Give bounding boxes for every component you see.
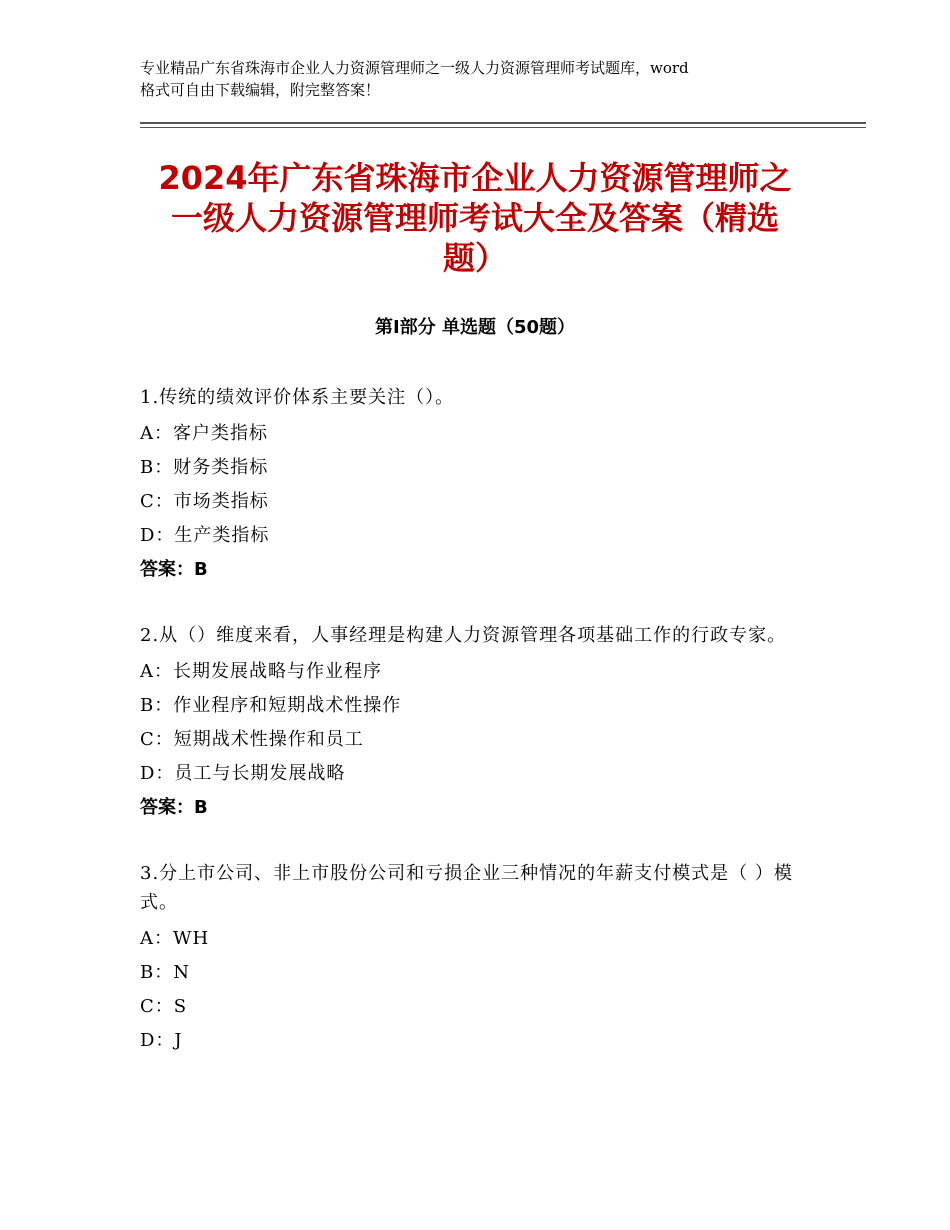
option-d: D：员工与长期发展战略	[140, 763, 346, 784]
option-b: B：财务类指标	[140, 457, 269, 478]
answer: 答案：B	[140, 797, 208, 818]
section-heading: 第I部分 单选题（50题）	[374, 317, 575, 338]
answer: 答案：B	[140, 559, 208, 580]
question-3	[140, 859, 820, 1058]
document-title	[120, 158, 830, 278]
option-d: D：生产类指标	[140, 525, 270, 546]
option-a: A：WH	[140, 928, 210, 949]
document-title-line-1: 2024年广东省珠海市企业人力资源管理师之	[158, 159, 792, 197]
question-2	[140, 621, 820, 825]
question-stem: 2.从（）维度来看，人事经理是构建人力资源管理各项基础工作的行政专家。	[140, 625, 787, 646]
option-c: C：市场类指标	[140, 491, 269, 512]
header-note	[140, 57, 820, 101]
option-c: C：短期战术性操作和员工	[140, 729, 364, 750]
header-divider-thick	[140, 122, 866, 124]
header-divider-thin	[140, 127, 866, 128]
question-stem: 3.分上市公司、非上市股份公司和亏损企业三种情况的年薪支付模式是（ ）模式。	[140, 863, 793, 913]
question-stem: 1.传统的绩效评价体系主要关注（）。	[140, 387, 455, 408]
header-note-line-2: 格式可自由下载编辑，附完整答案！	[140, 81, 381, 99]
option-c: C：S	[140, 996, 188, 1017]
option-b: B：作业程序和短期战术性操作	[140, 695, 402, 716]
option-a: A：长期发展战略与作业程序	[140, 661, 382, 682]
question-list	[140, 383, 820, 1092]
option-a: A：客户类指标	[140, 423, 268, 444]
option-b: B：N	[140, 962, 190, 983]
header-note-line-1: 专业精品广东省珠海市企业人力资源管理师之一级人力资源管理师考试题库，word	[140, 59, 689, 77]
document-title-line-3: 题）	[442, 239, 507, 277]
document-title-line-2: 一级人力资源管理师考试大全及答案（精选	[170, 199, 779, 237]
option-d: D：J	[140, 1030, 183, 1051]
question-1	[140, 383, 820, 587]
